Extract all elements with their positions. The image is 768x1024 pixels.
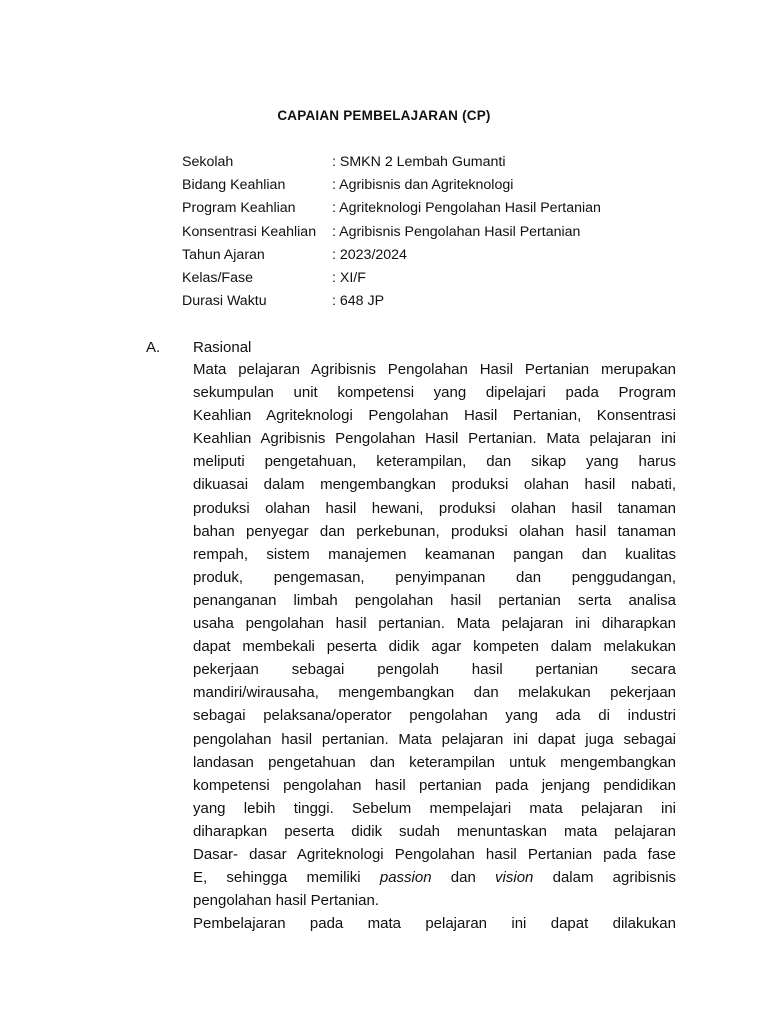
text-run: dan	[450, 869, 476, 887]
section-a-header	[146, 339, 686, 358]
italic-term-passion: passion	[379, 869, 432, 887]
paragraph-line: dapat membekali peserta didik agar kompeten dalam melakukan	[193, 638, 676, 656]
paragraph-line: bahan penyegar dan perkebunan, produksi olahan hasil tanaman	[193, 522, 676, 540]
section-a-body	[193, 358, 676, 935]
info-label: Konsentrasi Keahlian	[182, 223, 317, 240]
info-value: : Agriteknologi Pengolahan Hasil Pertanian	[332, 200, 601, 217]
info-label: Tahun Ajaran	[182, 246, 265, 263]
paragraph-line: usaha pengolahan hasil pertanian. Mata pelajaran ini diharapkan	[193, 615, 676, 633]
paragraph-line: produksi olahan hasil hewani, produksi olahan hasil tanaman	[193, 499, 676, 517]
paragraph-line: diharapkan peserta didik sudah menuntaskan mata pelajaran	[193, 822, 676, 840]
document-title: CAPAIAN PEMBELAJARAN (CP)	[277, 108, 491, 123]
text-run: dalam agribisnis	[552, 869, 677, 887]
paragraph-line: kompetensi pengolahan hasil pertanian pada jenjang pendidikan	[193, 776, 676, 794]
info-value: : 2023/2024	[332, 246, 407, 263]
info-row-kelas-fase	[182, 270, 682, 293]
info-row-bidang-keahlian	[182, 177, 682, 200]
paragraph-line: yang lebih tinggi. Sebelum mempelajari mata pelajaran ini	[193, 799, 676, 817]
paragraph-line: penanganan limbah pengolahan hasil pertanian serta analisa	[193, 591, 676, 609]
paragraph-line: pengolahan hasil pertanian. Mata pelajaran ini dapat juga sebagai	[193, 730, 676, 748]
italic-term-vision: vision	[495, 869, 534, 887]
paragraph-line: Keahlian Agriteknologi Pengolahan Hasil Pertanian, Konsentrasi	[193, 407, 676, 425]
paragraph-line: Keahlian Agribisnis Pengolahan Hasil Pertanian. Mata pelajaran ini	[193, 430, 676, 448]
info-label: Sekolah	[182, 154, 234, 170]
paragraph-line: meliputi pengetahuan, keterampilan, dan sikap yang harus	[193, 453, 676, 471]
section-heading: Rasional	[193, 339, 252, 356]
info-row-durasi-waktu	[182, 293, 682, 316]
paragraph-line: pekerjaan sebagai pengolah hasil pertanian secara	[193, 661, 676, 679]
info-value: : SMKN 2 Lembah Gumanti	[332, 154, 506, 170]
info-value: : XI/F	[332, 269, 366, 286]
paragraph-line: landasan pengetahuan dan keterampilan untuk mengembangkan	[193, 753, 676, 771]
info-row-sekolah	[182, 154, 682, 177]
paragraph-line: Mata pelajaran Agribisnis Pengolahan Hasil Pertanian merupakan	[193, 361, 676, 378]
info-row-konsentrasi-keahlian	[182, 224, 682, 247]
paragraph-line: rempah, sistem manajemen keamanan pangan dan kualitas	[193, 545, 676, 563]
info-value: : Agribisnis Pengolahan Hasil Pertanian	[332, 223, 581, 240]
text-run: E, sehingga memiliki	[193, 869, 361, 887]
paragraph-last-line: pengolahan hasil Pertanian.	[193, 892, 379, 910]
paragraph-line: produk, pengemasan, penyimpanan dan penggudangan,	[193, 568, 676, 586]
school-info-table	[182, 154, 682, 316]
paragraph-line: dikuasai dalam mengembangkan produksi olahan hasil nabati,	[193, 476, 676, 494]
info-row-program-keahlian	[182, 200, 682, 223]
section-letter: A.	[146, 339, 161, 356]
paragraph-line-mixed	[193, 866, 676, 889]
paragraph-line: mandiri/wirausaha, mengembangkan dan melakukan pekerjaan	[193, 684, 676, 702]
info-value: : 648 JP	[332, 293, 385, 310]
info-value: : Agribisnis dan Agriteknologi	[332, 177, 514, 194]
info-row-tahun-ajaran	[182, 247, 682, 270]
paragraph-line: sekumpulan unit kompetensi yang dipelajari pada Program	[193, 384, 676, 402]
info-label: Durasi Waktu	[182, 293, 267, 310]
paragraph-line: Pembelajaran pada mata pelajaran ini dapat dilakukan	[193, 915, 676, 933]
info-label: Bidang Keahlian	[182, 177, 286, 194]
paragraph-line: sebagai pelaksana/operator pengolahan yang ada di industri	[193, 707, 676, 725]
paragraph-line: Dasar- dasar Agriteknologi Pengolahan hasil Pertanian pada fase	[193, 845, 676, 863]
info-label: Kelas/Fase	[182, 269, 253, 286]
info-label: Program Keahlian	[182, 200, 296, 217]
